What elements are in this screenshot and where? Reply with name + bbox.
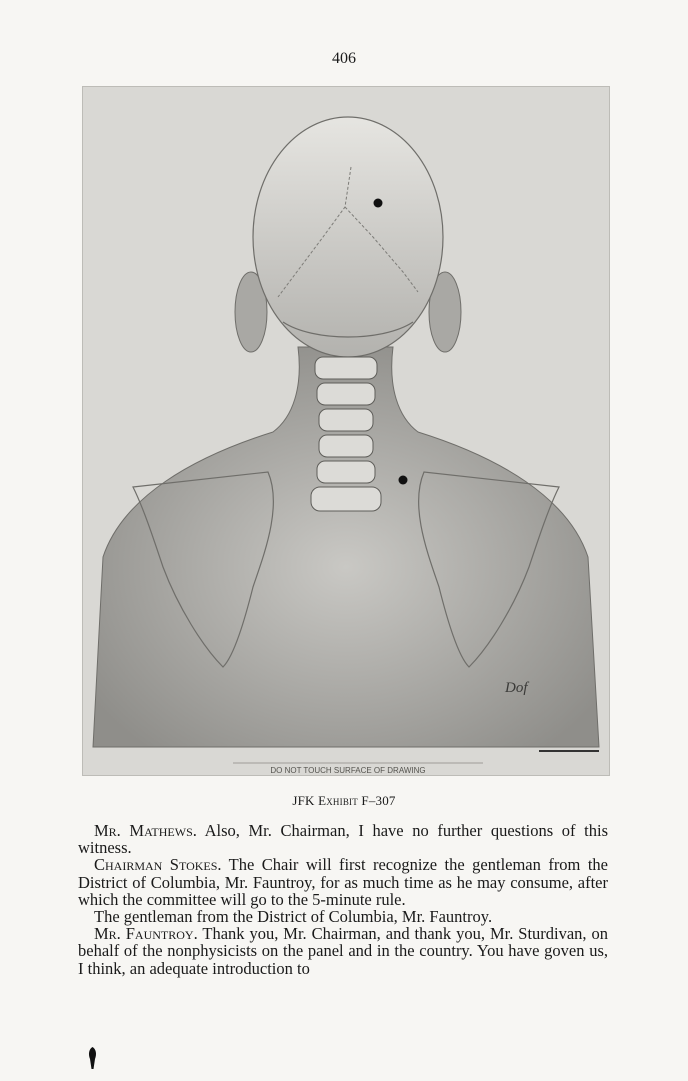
back-wound-marker — [399, 476, 408, 485]
head-wound-marker — [374, 199, 383, 208]
paragraph-text: The Chair will first recognize the gentleman from the District of Columbia, Mr. Fauntroy, for as much time as he may consume, after which the committee will go to the 5-minute rule. — [78, 855, 608, 909]
page-number: 406 — [332, 50, 356, 67]
speaker-name: Chairman Stokes. — [94, 855, 222, 875]
caption-exhibit-number: F–307 — [357, 793, 396, 808]
skull — [253, 117, 443, 357]
paragraph-text: Thank you, Mr. Chairman, and thank you, Mr. Sturdivan, on behalf of the nonphysicists on the panel and in the country. You have goven us, I think, an adequate introduction to — [78, 924, 609, 978]
caption-exhibit-word: Exhibit — [318, 793, 358, 808]
speaker-name: Mr. Fauntroy. — [94, 924, 198, 944]
paragraph — [78, 856, 608, 908]
testimony-text — [78, 822, 608, 977]
paragraph — [78, 908, 608, 925]
figure-caption — [0, 793, 688, 809]
drawing-stamp: DO NOT TOUCH SURFACE OF DRAWING — [270, 766, 426, 775]
artist-signature: Dof — [505, 680, 528, 696]
paragraph-text: Also, Mr. Chairman, I have no further questions of this witness. — [78, 821, 608, 858]
anatomical-drawing — [82, 86, 610, 776]
ink-blot-mark — [88, 1047, 97, 1069]
paragraph — [78, 822, 608, 856]
paragraph-text: The gentleman from the District of Columbia, Mr. Fauntroy. — [94, 907, 493, 927]
speaker-name: Mr. Mathews. — [94, 821, 197, 840]
caption-prefix: JFK — [292, 793, 319, 808]
paragraph — [78, 925, 608, 977]
